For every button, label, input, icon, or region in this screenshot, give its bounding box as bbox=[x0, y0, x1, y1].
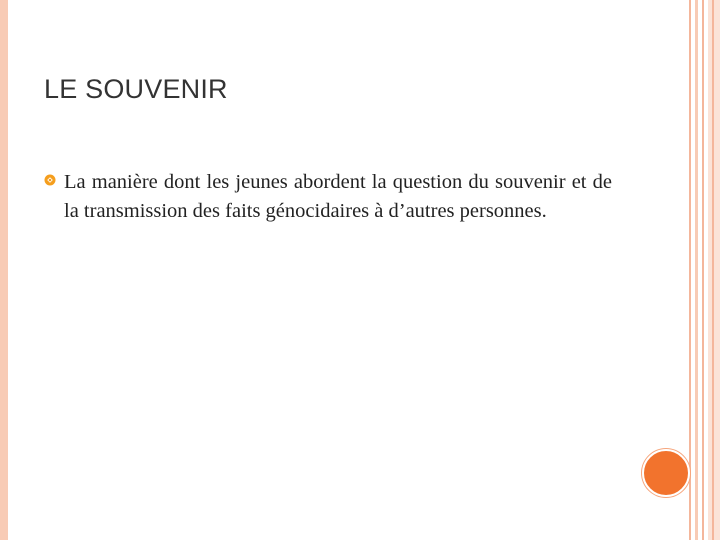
decorative-line bbox=[689, 0, 691, 540]
decorative-line bbox=[712, 0, 714, 540]
decorative-band bbox=[708, 0, 720, 540]
bullet-list bbox=[44, 168, 612, 226]
bullet-text: La manière dont les jeunes abordent la question du souvenir et de la transmission des faits génocidaires à d’autres personnes. bbox=[64, 171, 612, 222]
list-item bbox=[44, 168, 612, 226]
slide-title: LE SOUVENIR bbox=[44, 74, 228, 104]
decorative-circle bbox=[642, 449, 690, 497]
decorative-line bbox=[695, 0, 698, 540]
bullet-icon bbox=[44, 173, 64, 191]
left-border-strip bbox=[0, 0, 8, 540]
decorative-line bbox=[702, 0, 704, 540]
